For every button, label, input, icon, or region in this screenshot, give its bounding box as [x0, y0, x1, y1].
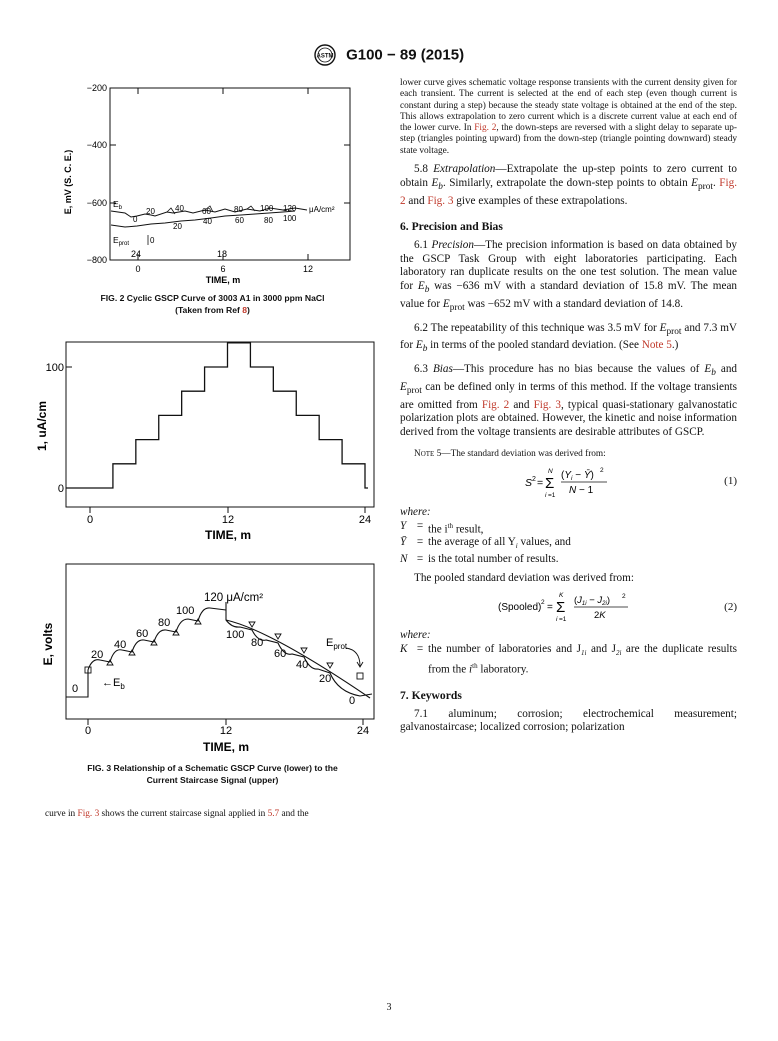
- s58-link-fig2[interactable]: Fig. 2: [400, 176, 738, 207]
- s61-num: 6.1: [414, 239, 432, 252]
- fig3-upper-chart: [30, 340, 380, 550]
- where-2-list: [400, 643, 737, 677]
- fig3-staircase-line: [66, 343, 368, 488]
- s58-title: Extrapolation: [433, 163, 496, 176]
- where-1-list: [400, 520, 571, 567]
- s58-eb-sub: b: [438, 181, 443, 192]
- fig3l-label-120: 120 μA/cm²: [204, 592, 264, 604]
- fig3l-label-80b: 80: [251, 637, 264, 649]
- right-column: [400, 78, 737, 735]
- fig2-label-0-low: 0: [150, 236, 155, 245]
- where2-label: where:: [400, 629, 431, 642]
- para-6-1: [400, 239, 737, 315]
- fig3u-xtick-0: 0: [86, 514, 94, 526]
- fig2-up-80: 80: [234, 205, 243, 214]
- w1-def: the i: [428, 523, 448, 536]
- equation-1-number: (1): [724, 474, 737, 487]
- s61-title: Precision: [431, 239, 474, 252]
- s63-link-fig2[interactable]: Fig. 2: [481, 398, 510, 411]
- svg-text:=: =: [547, 602, 553, 614]
- fig2-xtick-2: 12: [302, 264, 314, 274]
- svg-text:2: 2: [541, 599, 545, 607]
- lb-text-2: shows the current staircase signal applied in: [99, 809, 268, 819]
- s63-eb-sub: b: [711, 368, 716, 379]
- s58-num: 5.8: [414, 163, 434, 176]
- fig3u-x-title: TIME, m: [204, 528, 252, 542]
- svg-text:i: i: [556, 616, 558, 624]
- heading-7: 7. Keywords: [400, 688, 462, 702]
- fig2-caption-line2: [45, 304, 380, 316]
- s61-eb: E: [417, 279, 425, 292]
- fig3u-ytick-100: 100: [45, 362, 64, 374]
- svg-text:S: S: [525, 476, 533, 489]
- para-top-b: , the down-steps are reversed with a slight delay to separate up-step (triangles pointing upward) from the down-step (triangle pointing downward) steady state voltage.: [400, 123, 737, 156]
- svg-text:K: K: [559, 592, 564, 600]
- w2-sym: Ȳ: [400, 536, 407, 549]
- s63-b: and: [715, 363, 738, 376]
- svg-text:=1: =1: [559, 616, 567, 624]
- keywords: 7.1 aluminum; corrosion; electrochemical measurement; galvanostaircase; localized corrosion; polarization: [400, 707, 737, 734]
- svg-text:(Spooled): (Spooled): [498, 602, 542, 614]
- fig2-up-40: 40: [175, 204, 184, 213]
- fig2-down-80: 80: [264, 216, 273, 225]
- svg-text:Σ: Σ: [545, 474, 555, 492]
- fig2-caption-line1: FIG. 2 Cyclic GSCP Curve of 3003 A1 in 3000 ppm NaCl: [100, 293, 325, 303]
- svg-text:2: 2: [600, 466, 604, 474]
- s58-c: .: [713, 176, 720, 189]
- w4-end: laboratory.: [477, 663, 529, 676]
- w2-sub: i: [515, 542, 518, 551]
- fig3l-label-20b: 20: [319, 673, 332, 685]
- fig2-ref-link[interactable]: 8: [242, 305, 248, 315]
- fig3l-label-eprot: $E_{prot}$: [326, 637, 348, 651]
- w2-eq: =: [416, 536, 424, 549]
- w4-sym: K: [400, 642, 408, 655]
- w3-sym: N: [400, 553, 408, 566]
- para-6-3: [400, 363, 737, 439]
- where1-label: where:: [400, 505, 431, 518]
- w4-s2: 2i: [615, 648, 622, 657]
- fig2-down-40: 40: [203, 217, 212, 226]
- s63-d: and: [509, 398, 534, 411]
- fig3l-label-60b: 60: [274, 648, 287, 660]
- fig2-x-title: TIME, m: [205, 275, 241, 285]
- s58-link-fig3[interactable]: Fig. 3: [427, 194, 454, 207]
- svg-text:i: i: [545, 491, 547, 499]
- s63-title: Bias: [432, 363, 453, 376]
- para-top-a: lower curve gives schematic voltage response transients with the current density given for each transient. The current is selected at the end of each step (even though current is constant during a step) because the steady state voltage is obtained at the end of the step. This allows extrapolation to zero current which is a discrete current value at each end of the lower curve. In: [400, 78, 737, 134]
- note-5: [400, 449, 737, 460]
- w1-sym: Y: [400, 519, 407, 532]
- fig3-up-curve: [66, 608, 226, 697]
- equation-2-formula: [498, 589, 658, 625]
- fig3u-xtick-24: 24: [358, 514, 372, 526]
- s58-eb: E: [431, 176, 439, 189]
- s61-ep: E: [442, 297, 450, 310]
- svg-text:Σ: Σ: [556, 599, 566, 617]
- svg-text:=1: =1: [548, 491, 556, 499]
- w3-eq: =: [416, 553, 424, 566]
- fig2-up-60: 60: [202, 207, 211, 216]
- fig2-label-eb: $E_b$: [113, 199, 123, 211]
- w1-sup: th: [447, 521, 454, 530]
- svg-text:=: =: [537, 476, 544, 489]
- fig3l-label-40a: 40: [114, 639, 127, 651]
- s61-c: was −652 mV with a standard deviation of 14.8.: [464, 297, 684, 310]
- s61-eb-sub: b: [424, 285, 430, 296]
- fig3l-label-eb: $\leftarrow E_b$: [102, 677, 125, 691]
- lb-text-1: curve in: [45, 809, 78, 819]
- para-top: [400, 78, 737, 157]
- fig2-y-title: E, mV (S. C. E.): [63, 149, 73, 215]
- lb-text-3: and the: [279, 809, 309, 819]
- s62-ep-sub: prot: [666, 326, 682, 337]
- s62-a: 6.2 The repeatability of this technique was 3.5 mV for: [414, 321, 660, 334]
- para-5-8: [400, 163, 737, 208]
- s63-link-fig3[interactable]: Fig. 3: [533, 398, 561, 411]
- fig2-down-100: 100: [283, 214, 297, 223]
- s63-num: 6.3: [414, 363, 433, 376]
- s58-b: . Similarly, extrapolate the down-step points to obtain: [442, 176, 692, 189]
- equation-2-number: (2): [724, 601, 737, 614]
- svg-text:2: 2: [622, 593, 626, 601]
- w4-def: the number of laboratories and J: [428, 642, 581, 655]
- page-number: 3: [386, 1002, 392, 1013]
- fig2-label-18: 18: [217, 249, 228, 259]
- s63-a: —This procedure has no bias because the values of: [452, 363, 705, 376]
- fig2-xtick-0: 0: [135, 264, 141, 274]
- fig2-chart: [55, 80, 375, 285]
- w2-def: the average of all Y: [428, 536, 516, 549]
- fig2-down-20: 20: [173, 222, 182, 231]
- equation-1-formula: [525, 464, 655, 502]
- lb-link-fig3[interactable]: Fig. 3: [77, 809, 100, 819]
- s58-e: give examples of these extrapolations.: [453, 194, 628, 207]
- heading-6: 6. Precision and Bias: [400, 220, 503, 234]
- svg-text:N: N: [548, 467, 553, 475]
- fig3l-y-title: E, volts: [41, 622, 55, 666]
- fig2-ytick-1: −400: [86, 140, 107, 150]
- svg-text:(J1i − J2i): $(J_{1i} - J_{2i})$: [574, 595, 611, 608]
- fig2-caption: [45, 292, 380, 316]
- fig2-ytick-0: −200: [86, 83, 107, 93]
- fig3-lower-chart: [30, 562, 380, 762]
- astm-logo-icon: [314, 44, 336, 66]
- fig3l-label-80a: 80: [158, 617, 171, 629]
- w4-eq: =: [416, 642, 424, 655]
- s63-c: can be defined only in terms of this method. If the voltage transients are omitted from: [400, 381, 737, 411]
- fig2-up-100: 100: [260, 204, 274, 213]
- fig3-caption-line1: FIG. 3 Relationship of a Schematic GSCP Curve (lower) to the: [87, 763, 338, 773]
- s62-eb: E: [415, 339, 423, 352]
- note5-label: Note 5: [414, 448, 442, 459]
- fig2-up-0: 0: [133, 215, 138, 224]
- fig3l-label-100b: 100: [226, 629, 245, 641]
- fig2-xtick-1: 6: [220, 264, 226, 274]
- where-1: [400, 506, 737, 520]
- svg-text:(Yi − Ȳ): ($Y_i$ − Ȳ): [561, 469, 594, 482]
- para-6-2: [400, 322, 737, 358]
- fig2-ytick-3: −800: [86, 255, 107, 265]
- fig3u-ytick-0: 0: [57, 483, 64, 495]
- fig3l-label-0b: 0: [349, 695, 356, 707]
- w4-and: and J: [586, 642, 616, 655]
- w3-def: is the total number of results.: [428, 553, 559, 566]
- note5-text: —The standard deviation was derived from:: [441, 448, 606, 459]
- s62-b: and 7.3 mV for: [400, 321, 737, 352]
- svg-text:N − 1: N − 1: [569, 484, 594, 496]
- fig3l-xtick-12: 12: [219, 725, 233, 737]
- s61-ep-sub: prot: [449, 302, 465, 313]
- left-bottom-text: [45, 809, 385, 820]
- s62-ep: E: [659, 321, 667, 334]
- fig3l-label-0a: 0: [72, 683, 79, 695]
- para-top-link[interactable]: Fig. 2: [474, 123, 497, 134]
- fig3-caption: [45, 762, 380, 786]
- s61-a: —The precision information is based on data obtained by the GSCP Task Group with eight laboratories participating. Each laboratory ran duplicate results on the one test solution. The mean value for: [400, 239, 738, 292]
- w1-eq: =: [416, 519, 424, 532]
- fig2-caption-post: ): [247, 305, 250, 315]
- fig2-label-24: 24: [131, 249, 142, 259]
- fig3l-label-20a: 20: [91, 649, 104, 661]
- fig2-unit: μA/cm²: [309, 205, 335, 214]
- s62-link-note5[interactable]: Note 5: [641, 339, 672, 352]
- fig2-caption-pre: (Taken from Ref: [175, 305, 243, 315]
- pooled-text: The pooled standard deviation was derived from:: [414, 572, 634, 585]
- w2-def2: values, and: [517, 536, 571, 549]
- fig3l-xtick-0: 0: [84, 725, 92, 737]
- s58-d: and: [405, 194, 428, 207]
- w1-def2: result,: [453, 523, 484, 536]
- w4-th: th: [472, 661, 478, 670]
- w4-s1: 1i: [581, 648, 587, 657]
- fig3-caption-line2: Current Staircase Signal (upper): [146, 775, 279, 785]
- fig3l-label-100a: 100: [176, 605, 195, 617]
- fig2-down-60: 60: [235, 216, 244, 225]
- s61-b: was −636 mV with a standard deviation of 15.8 mV. The mean value for: [400, 279, 737, 310]
- fig2-up-20: 20: [146, 207, 155, 216]
- s58-a: —Extrapolate the up-step points to zero current to obtain: [400, 163, 737, 189]
- s62-d: .): [671, 339, 679, 352]
- where-2: [400, 629, 737, 643]
- equation-1: [400, 464, 737, 502]
- lb-link-57[interactable]: 5.7: [267, 809, 280, 819]
- s63-eb: E: [704, 363, 712, 376]
- w4-def2: are the duplicate results from the: [428, 642, 737, 676]
- equation-2: [400, 589, 737, 625]
- s63-e: , typical quasi-stationary galvanostatic polarization plots are obtained. However, the kinetic and noise information derived from the voltage transients are desirable attributes of GSCP.: [400, 398, 737, 439]
- fig3u-y-title: 1, uA/cm: [35, 400, 49, 452]
- fig3l-label-60a: 60: [136, 628, 149, 640]
- w4-i: i: [469, 663, 473, 676]
- fig3u-xtick-12: 12: [221, 514, 235, 526]
- s63-ep: E: [400, 381, 407, 394]
- fig3l-label-40b: 40: [296, 659, 309, 671]
- page-header: [0, 44, 778, 66]
- svg-text:2K: 2K: [594, 610, 606, 622]
- fig2-ytick-2: −600: [86, 198, 107, 208]
- s58-ep: E: [691, 176, 698, 189]
- s63-ep-sub: prot: [406, 386, 422, 397]
- svg-text:ASTM: ASTM: [316, 53, 334, 60]
- s62-c: in terms of the pooled standard deviation. (See: [427, 339, 642, 352]
- fig3l-xtick-24: 24: [356, 725, 370, 737]
- s62-eb-sub: b: [422, 344, 428, 355]
- fig2-label-eprot: $E_{prot}$: [113, 235, 130, 247]
- s58-ep-sub: prot: [697, 181, 714, 192]
- fig3l-x-title: TIME, m: [202, 740, 250, 754]
- document-title: G100 − 89 (2015): [346, 46, 465, 64]
- svg-text:2: 2: [532, 475, 536, 483]
- fig2-up-120: 120: [283, 204, 297, 213]
